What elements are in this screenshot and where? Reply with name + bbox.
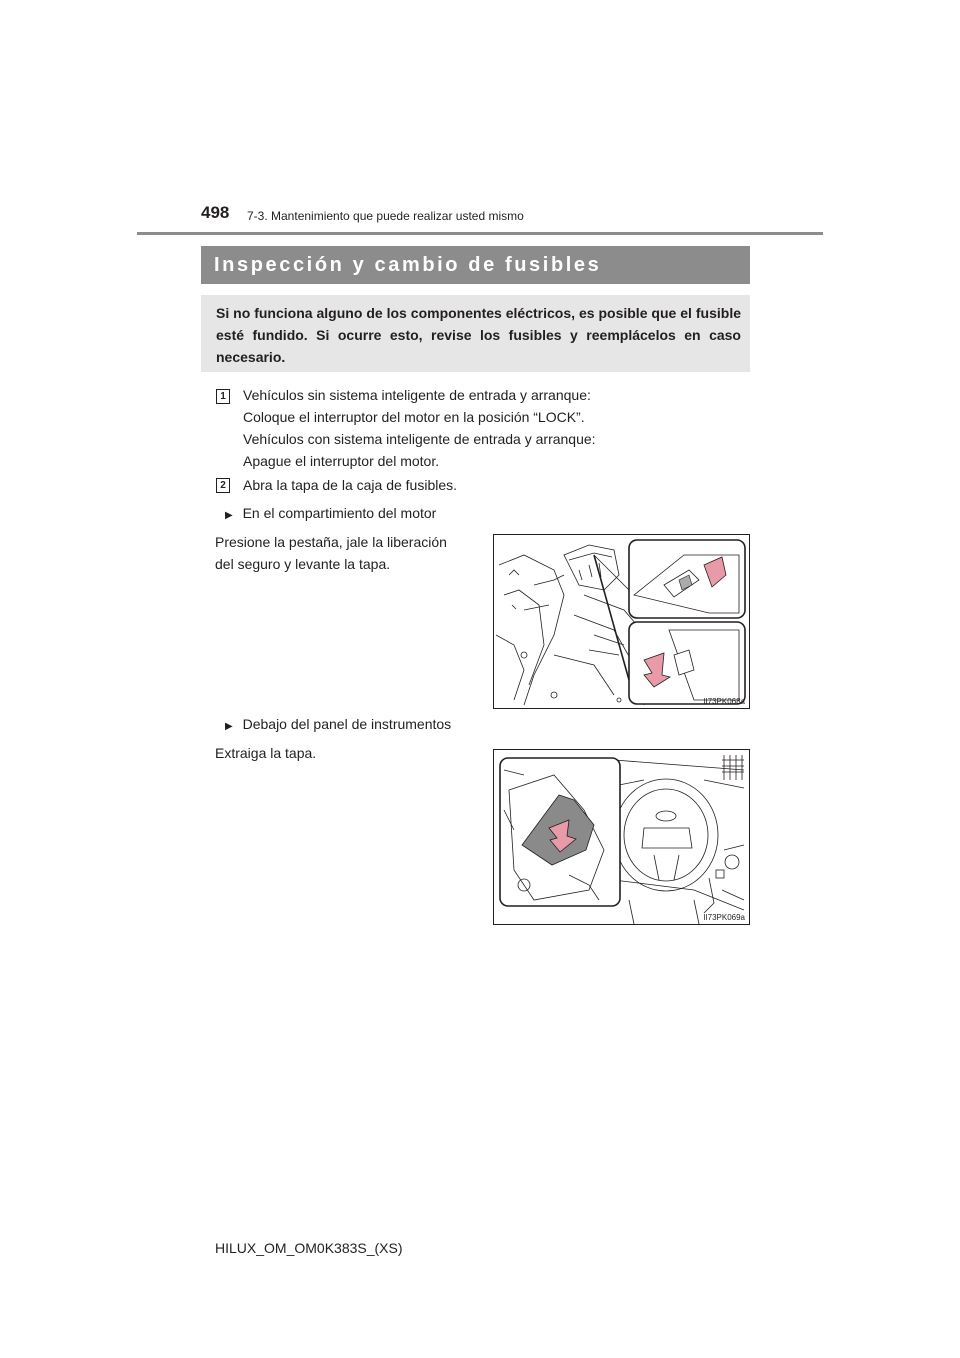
engine-compartment-illustration <box>494 535 749 708</box>
step-1-line-3: Vehículos con sistema inteligente de entrada y arranque: <box>243 431 596 447</box>
instrument-panel-illustration <box>494 750 749 924</box>
subsection-2-title-row <box>225 713 451 738</box>
subsection-1-title-row <box>225 502 436 527</box>
page-heading: Inspección y cambio de fusibles <box>201 246 750 284</box>
step-2-text: Abra la tapa de la caja de fusibles. <box>243 477 458 493</box>
step-2-badge: 2 <box>216 478 230 493</box>
figure-code: II73PK069a <box>703 913 745 922</box>
header-divider <box>137 232 823 235</box>
subsection-1-line-1: Presione la pestaña, jale la liberación <box>215 534 447 550</box>
subsection-2-instruction: Extraiga la tapa. <box>215 745 317 761</box>
step-1-badge: 1 <box>216 389 230 404</box>
footer-document-id: HILUX_OM_OM0K383S_(XS) <box>215 1240 403 1256</box>
page-number: 498 <box>201 203 230 222</box>
triangle-right-icon: ▶ <box>225 721 233 732</box>
subsection-1-line-2: del seguro y levante la tapa. <box>215 556 391 572</box>
step-1-line-4: Apague el interruptor del motor. <box>243 453 440 469</box>
step-1-line-1: Vehículos sin sistema inteligente de entrada y arranque: <box>243 387 591 403</box>
subsection-1-instruction <box>215 531 480 575</box>
section-title: 7-3. Mantenimiento que puede realizar usted mismo <box>247 209 524 223</box>
step-1-line-2: Coloque el interruptor del motor en la posición “LOCK”. <box>243 409 585 425</box>
subsection-2-title: Debajo del panel de instrumentos <box>242 716 452 732</box>
figure-instrument-panel-fuse-cover <box>493 749 750 925</box>
intro-box: Si no funciona alguno de los componentes eléctricos, es posible que el fusible esté fundido. Si ocurre esto, revise los fusibles y reemplácelos en caso necesario. <box>201 295 750 372</box>
step-1-text <box>243 384 596 472</box>
triangle-right-icon: ▶ <box>225 510 233 521</box>
figure-code: II73PK068a <box>703 697 745 706</box>
figure-engine-fuse-box <box>493 534 750 709</box>
subsection-1-title: En el compartimiento del motor <box>242 505 437 521</box>
